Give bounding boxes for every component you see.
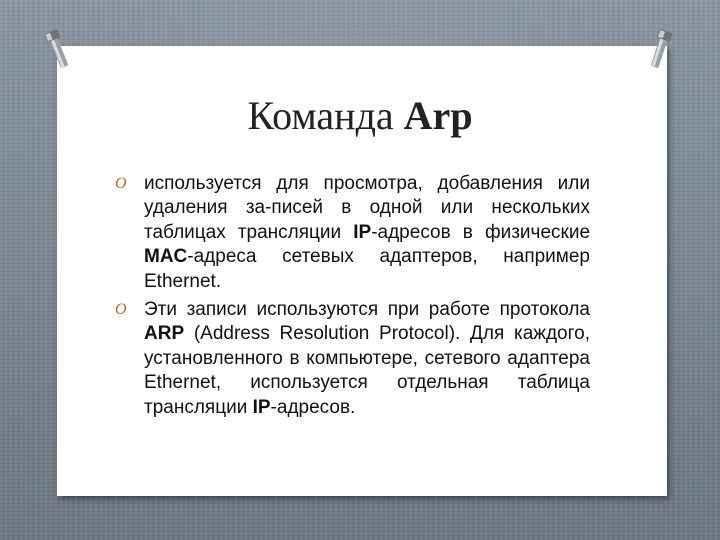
bullet-item bbox=[115, 172, 590, 294]
bullet-text: -адресов в физические bbox=[371, 221, 591, 243]
bullet-bold-term: ARP bbox=[144, 323, 185, 345]
bullet-bold-term: IP bbox=[252, 396, 271, 418]
pin-icon bbox=[646, 29, 674, 72]
bullet-text: -адресов. bbox=[270, 396, 356, 418]
bullet-item bbox=[115, 298, 590, 420]
slide-title bbox=[0, 92, 720, 139]
bullet-marker-icon: O bbox=[115, 301, 127, 319]
bullet-bold-term: MAC bbox=[144, 246, 188, 268]
bullet-bold-term: IP bbox=[353, 221, 372, 243]
bullet-text: (Address Resolution Protocol). Для каждого, установленного в компьютере, сетевого адаптера Ethernet, используется отдельная таблица трансляции bbox=[144, 323, 590, 418]
bullet-text: Эти записи используются при работе протокола bbox=[144, 299, 590, 321]
bullet-text: используется для просмотра, добавления или удаления за-писей в одной или нескольких таблицах трансляции bbox=[144, 173, 590, 243]
title-plain: Команда bbox=[247, 93, 404, 138]
bullet-list bbox=[115, 172, 590, 424]
bullet-text: -адреса сетевых адаптеров, например Ethernet. bbox=[144, 246, 590, 292]
bullet-marker-icon: O bbox=[115, 175, 127, 192]
title-bold: Arp bbox=[403, 93, 473, 138]
